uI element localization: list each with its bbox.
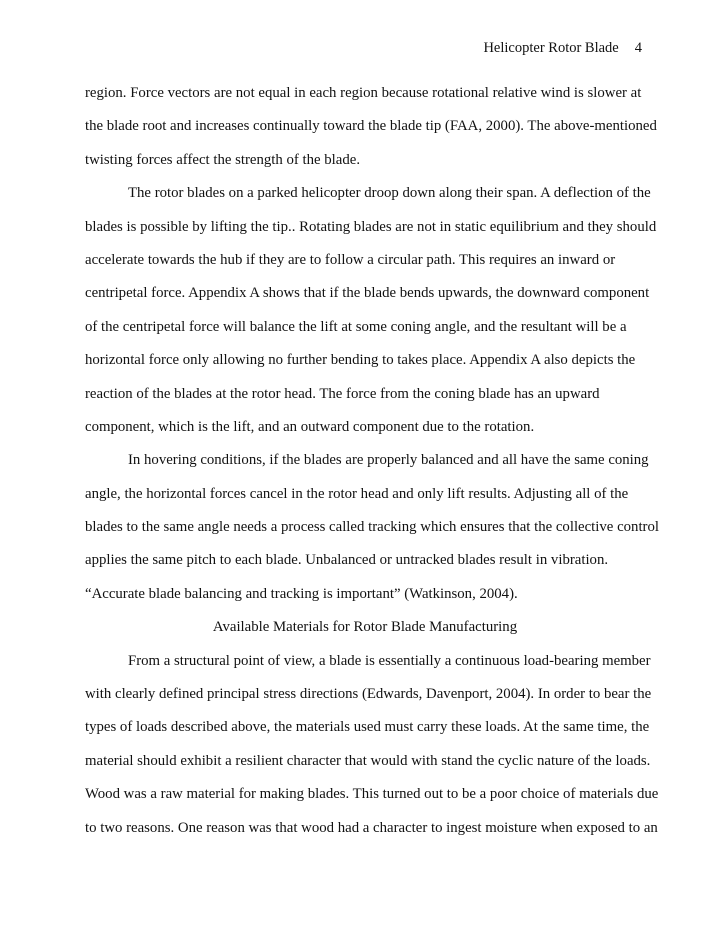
text-line: applies the same pitch to each blade. Unbalanced or untracked blades result in vibration.: [85, 552, 609, 569]
body-text: [85, 83, 659, 851]
running-title: Helicopter Rotor Blade: [483, 40, 619, 56]
text-line: with clearly defined principal stress directions (Edwards, Davenport, 2004). In order to bear the: [85, 686, 652, 703]
text-line: “Accurate blade balancing and tracking is important” (Watkinson, 2004).: [85, 585, 518, 602]
section-heading: Available Materials for Rotor Blade Manufacturing: [212, 619, 518, 636]
text-line: of the centripetal force will balance the lift at some coning angle, and the resultant will be a: [85, 318, 627, 335]
text-line: angle, the horizontal forces cancel in the rotor head and only lift results. Adjusting all of the: [85, 485, 629, 502]
paragraph-first-line: In hovering conditions, if the blades are properly balanced and all have the same coning: [128, 452, 649, 469]
text-line: twisting forces affect the strength of the blade.: [85, 151, 361, 168]
paragraph-first-line: The rotor blades on a parked helicopter droop down along their span. A deflection of the: [128, 185, 651, 202]
text-line: the blade root and increases continually toward the blade tip (FAA, 2000). The above-mentioned: [85, 118, 657, 135]
page-number: 4: [634, 40, 642, 56]
text-line: centripetal force. Appendix A shows that if the blade bends upwards, the downward component: [85, 285, 650, 302]
text-line: blades is possible by lifting the tip.. Rotating blades are not in static equilibrium and they should: [85, 218, 657, 235]
text-line: reaction of the blades at the rotor head. The force from the coning blade has an upward: [85, 385, 600, 402]
text-line: component, which is the lift, and an outward component due to the rotation.: [85, 418, 535, 435]
paragraph-first-line: From a structural point of view, a blade is essentially a continuous load-bearing member: [128, 652, 651, 669]
text-line: Wood was a raw material for making blades. This turned out to be a poor choice of materials due: [85, 786, 659, 803]
text-line: blades to the same angle needs a process called tracking which ensures that the collective control: [85, 519, 659, 536]
text-line: material should exhibit a resilient character that would with stand the cyclic nature of the loads.: [85, 752, 651, 769]
text-line: accelerate towards the hub if they are to follow a circular path. This requires an inward or: [85, 251, 616, 268]
text-line: types of loads described above, the materials used must carry these loads. At the same time, the: [85, 719, 650, 736]
text-line: horizontal force only allowing no further bending to takes place. Appendix A also depicts the: [85, 352, 636, 369]
text-line: to two reasons. One reason was that wood had a character to ingest moisture when exposed to an: [85, 819, 658, 836]
running-head: [483, 40, 642, 57]
text-line: region. Force vectors are not equal in each region because rotational relative wind is slower at: [85, 85, 642, 101]
